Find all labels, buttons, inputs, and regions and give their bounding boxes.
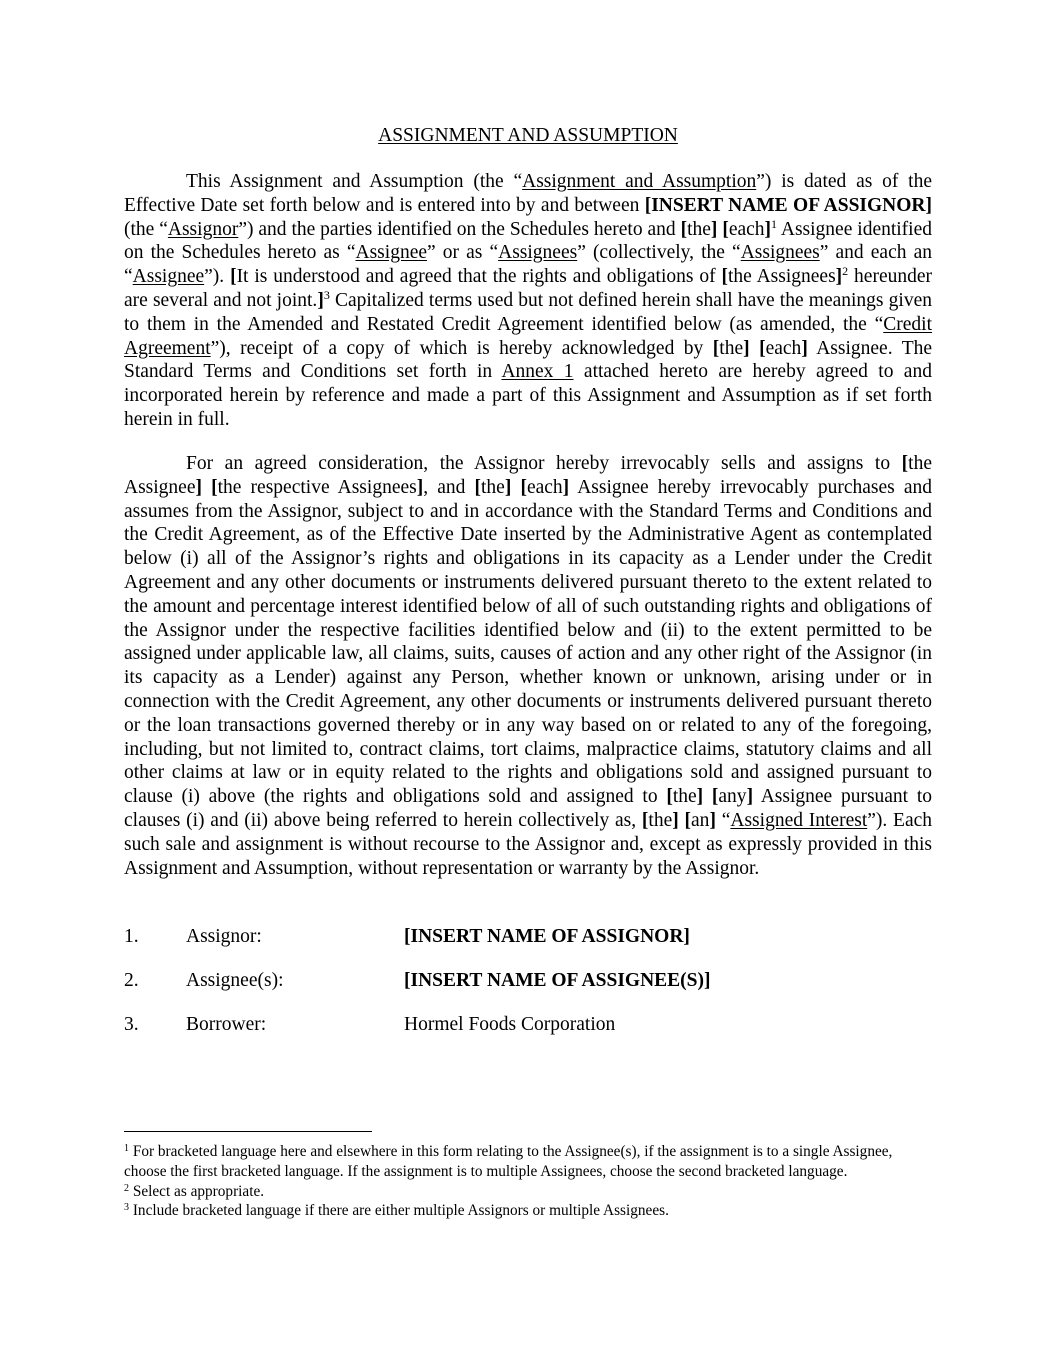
footnote-ref: 1 [771,216,778,231]
item-label: Assignee(s): [186,970,284,991]
item-label: Borrower: [186,1014,267,1035]
item-value: Hormel Foods Corporation [404,1014,616,1035]
footnote-3: $^3$ Include bracketed language if there are either multiple Assignors or multiple Assignees. [124,1202,669,1220]
defined-term: Assignees [498,242,578,264]
item-value: [INSERT NAME OF ASSIGNOR] [404,926,690,947]
consideration-paragraph: For an agreed consideration, the Assignor hereby irrevocably sells and assigns to [the Assignee] [the respective Assignees], and [the] [each] Assignee hereby irrevocably purchases and assumes from the Assignor, subject to and in accordance with the Standard Terms and Conditions and the Credit Agreement, as of the Effective Date inserted by the Administrative Agent as contemplated below (i) all of the Assignor’s rights and obligations in its capacity as a Lender under the Credit Agreement and any other documents or instruments delivered pursuant thereto to the extent related to the amount and percentage interest identified below of all of such outstanding rights and obligations of the Assignor under the respective facilities identified below and (ii) to the extent permitted to be assigned under applicable law, all claims, suits, causes of action and any other right of the Assignor (in its capacity as a Lender) against any Person, whether known or unknown, arising under or in connection with the Credit Agreement, any other documents or instruments delivered pursuant thereto or the loan transactions governed thereby or in any way based on or related to any of the foregoing, including, but not limited to, contract claims, tort claims, malpractice claims, statutory claims and all other claims at law or in equity related to the rights and obligations sold and assigned pursuant to clause (i) above (the rights and obligations sold and assigned to [the] [any] Assignee pursuant to clauses (i) and (ii) above being referred to herein collectively as, [the] [an] “Assigned Interest”). Each such sale and assignment is without recourse to the Assignor and, except as expressly provided in this Assignment and Assumption, without representation or warranty by the Assignor. [124,453,933,879]
defined-term: Credit Agreement [124,313,932,359]
footnote-ref: 2 [842,264,849,279]
footnote-mark: 1 [124,1143,129,1154]
item-label: Assignor: [186,926,262,947]
footnote-1: $^1$ For bracketed language here and elsewhere in this form relating to the Assignee(s), if the assignment is to a single Assignee, choose the first bracketed language. If the assignment is to multiple Assignees, choose the second bracketed language. [124,1143,893,1180]
footnote-2: $^2$ Select as appropriate. [124,1182,265,1200]
footnote-divider [124,1131,372,1132]
defined-term: Assignee [355,242,428,264]
list-item-assignees [124,969,932,993]
defined-term: Assigned Interest [730,809,868,831]
defined-term: Assignment and Assumption [522,171,757,192]
document-title: ASSIGNMENT AND ASSUMPTION [378,125,678,146]
defined-term: Assignor [167,218,239,240]
defined-term: Assignees [740,242,820,264]
footnote-mark: 2 [124,1182,129,1194]
annex-reference: Annex 1 [501,361,574,383]
defined-term: Assignee [132,266,205,288]
footnotes [124,1142,932,1221]
item-number: 3. [124,1014,139,1035]
footnote-ref: 3 [323,287,330,302]
item-number: 2. [124,970,139,991]
item-number: 1. [124,926,139,947]
intro-paragraph: This Assignment and Assumption (the “Assignment and Assumption”) is dated as of the Effective Date set forth below and is entered into by and between [INSERT NAME OF ASSIGNOR] (the “Assignor”) and the parties identified on the Schedules hereto and [the] [each]$^1$ Assignee identified on the Schedules hereto as “Assignee” or as “Assignees” (collectively, the “Assignees” and each an “Assignee”). [It is understood and agreed that the rights and obligations of [the Assignees]$^2$ hereunder are several and not joint.]$^3$ Capitalized terms used but not defined herein shall have the meanings given to them in the Amended and Restated Credit Agreement identified below (as amended, the “Credit Agreement”), receipt of a copy of which is hereby acknowledged by [the] [each] Assignee. The Standard Terms and Conditions set forth in Annex 1 attached hereto are hereby agreed to and incorporated herein by reference and made a part of this Assignment and Assumption as if set forth herein in full. [124,171,933,430]
list-item-borrower [124,1013,932,1037]
item-value: [INSERT NAME OF ASSIGNEE(S)] [404,970,711,991]
footnote-mark: 3 [124,1202,129,1214]
placeholder-assignor: [INSERT NAME OF ASSIGNOR] [644,194,932,216]
list-item-assignor [124,925,932,949]
